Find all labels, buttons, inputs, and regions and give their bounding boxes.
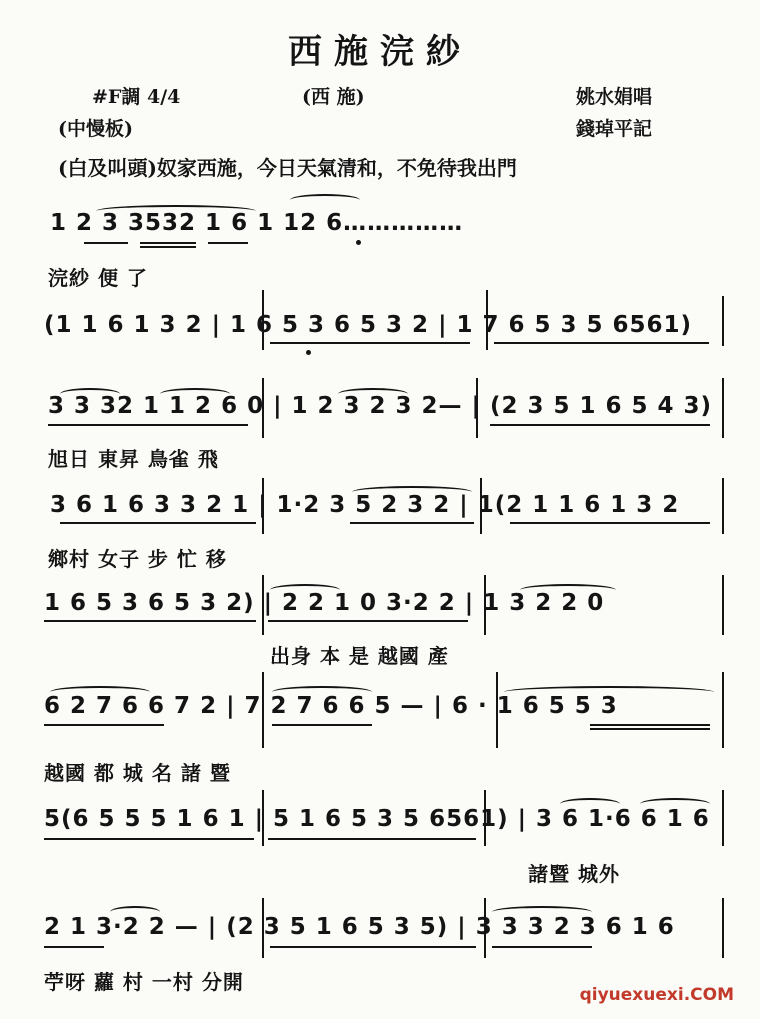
- slur-mark: [290, 194, 360, 206]
- slur-mark: [560, 798, 620, 810]
- notation-row: 1 2 3 3532 1 6 1 12 6……………: [50, 210, 464, 236]
- slur-mark: [492, 906, 592, 918]
- barline: [484, 790, 486, 846]
- barline: [496, 672, 498, 748]
- barline: [722, 478, 724, 534]
- slur-mark: [50, 686, 150, 698]
- beam-underline: [44, 620, 256, 622]
- slur-mark: [504, 686, 714, 698]
- lyric-row: 旭日 東昇 鳥雀 飛: [48, 447, 219, 471]
- beam-underline: [510, 522, 710, 524]
- barline: [722, 790, 724, 846]
- beam-underline: [490, 424, 710, 426]
- slur-mark: [270, 584, 340, 596]
- slur-mark: [272, 686, 372, 698]
- barline: [262, 790, 264, 846]
- notation-row: 6 2 7 6 6 7 2 | 7 2 7 6 6 5 — | 6 · 1 6 5 5 3: [44, 693, 618, 719]
- lyric-row: 諸暨 城外: [528, 862, 620, 886]
- transcriber-credit: 錢琸平記: [576, 118, 653, 140]
- barline: [262, 478, 264, 534]
- slur-mark: [60, 388, 120, 400]
- beam-underline: [492, 946, 592, 948]
- beam-underline: [140, 242, 196, 244]
- beam-underline: [44, 838, 254, 840]
- slur-mark: [110, 906, 160, 918]
- lyric-row: 出身 本 是 越國 產: [270, 644, 449, 668]
- barline: [486, 290, 488, 350]
- slur-mark: [352, 486, 472, 498]
- page-title: 西施浣紗: [288, 32, 472, 72]
- beam-underline: [268, 620, 468, 622]
- barline: [262, 290, 264, 350]
- notation-row: 3 6 1 6 3 3 2 1 | 1·2 3 5 2 3 2 | 1(2 1 1 6 1 3 2: [50, 492, 680, 518]
- beam-underline: [270, 342, 470, 344]
- singer-credit: 姚水娟唱: [576, 86, 653, 108]
- notation-row: 5(6 5 5 5 1 6 1 | 5 1 6 5 3 5 6561) | 3 6 1·6 6 1 6: [44, 806, 710, 832]
- barline: [722, 575, 724, 635]
- barline: [262, 672, 264, 748]
- barline: [262, 898, 264, 958]
- beam-underline: [268, 838, 476, 840]
- barline: [722, 672, 724, 748]
- intro-spoken-text: (白及叫頭)奴家西施，今日天氣清和，不免待我出門: [58, 156, 517, 180]
- notation-row: 3 3 32 1 1 2 6 0 | 1 2 3 2 3 2— | (2 3 5 1 6 5 4 3): [48, 393, 713, 419]
- beam-underline: [84, 242, 128, 244]
- beam-underline: [140, 246, 196, 248]
- beam-underline: [48, 424, 248, 426]
- beam-underline: [44, 946, 104, 948]
- beam-underline: [590, 728, 710, 730]
- barline: [484, 898, 486, 958]
- octave-dot: [306, 350, 311, 355]
- tempo-marking: (中慢板): [58, 118, 133, 140]
- beam-underline: [44, 724, 164, 726]
- beam-underline: [350, 522, 474, 524]
- barline: [476, 378, 478, 438]
- lyric-row: 苧呀 蘿 村 一村 分開: [44, 970, 244, 994]
- notation-row: (1 1 6 1 3 2 | 1 6 5 3 6 5 3 2 | 1 7 6 5 3 5 6561): [44, 312, 693, 338]
- beam-underline: [208, 242, 248, 244]
- beam-underline: [590, 724, 710, 726]
- beam-underline: [270, 946, 476, 948]
- barline: [480, 478, 482, 534]
- barline: [262, 378, 264, 438]
- barline: [722, 378, 724, 438]
- beam-underline: [494, 342, 709, 344]
- barline: [484, 575, 486, 635]
- key-signature: #F調 4/4: [92, 86, 181, 108]
- subtitle-role: (西 施): [302, 86, 365, 108]
- lyric-row: 鄉村 女子 步 忙 移: [48, 547, 227, 571]
- notation-row: 1 6 5 3 6 5 3 2) | 2 2 1 0 3·2 2 | 1 3 2 2 0: [44, 590, 605, 616]
- slur-mark: [96, 205, 256, 217]
- slur-mark: [520, 584, 616, 596]
- site-watermark: qiyuexuexi.COM: [579, 985, 734, 1005]
- slur-mark: [160, 388, 230, 400]
- barline: [262, 575, 264, 635]
- notation-row: 2 1 3·2 2 — | (2 3 5 1 6 5 3 5) | 3 3 3 2 3 6 1 6: [44, 914, 675, 940]
- octave-dot: [356, 240, 361, 245]
- beam-underline: [60, 522, 256, 524]
- lyric-row: 浣紗 便 了: [48, 266, 148, 290]
- slur-mark: [640, 798, 710, 810]
- barline: [722, 898, 724, 958]
- lyric-row: 越國 都 城 名 諸 暨: [44, 761, 231, 785]
- barline: [722, 296, 724, 346]
- slur-mark: [338, 388, 408, 400]
- beam-underline: [272, 724, 372, 726]
